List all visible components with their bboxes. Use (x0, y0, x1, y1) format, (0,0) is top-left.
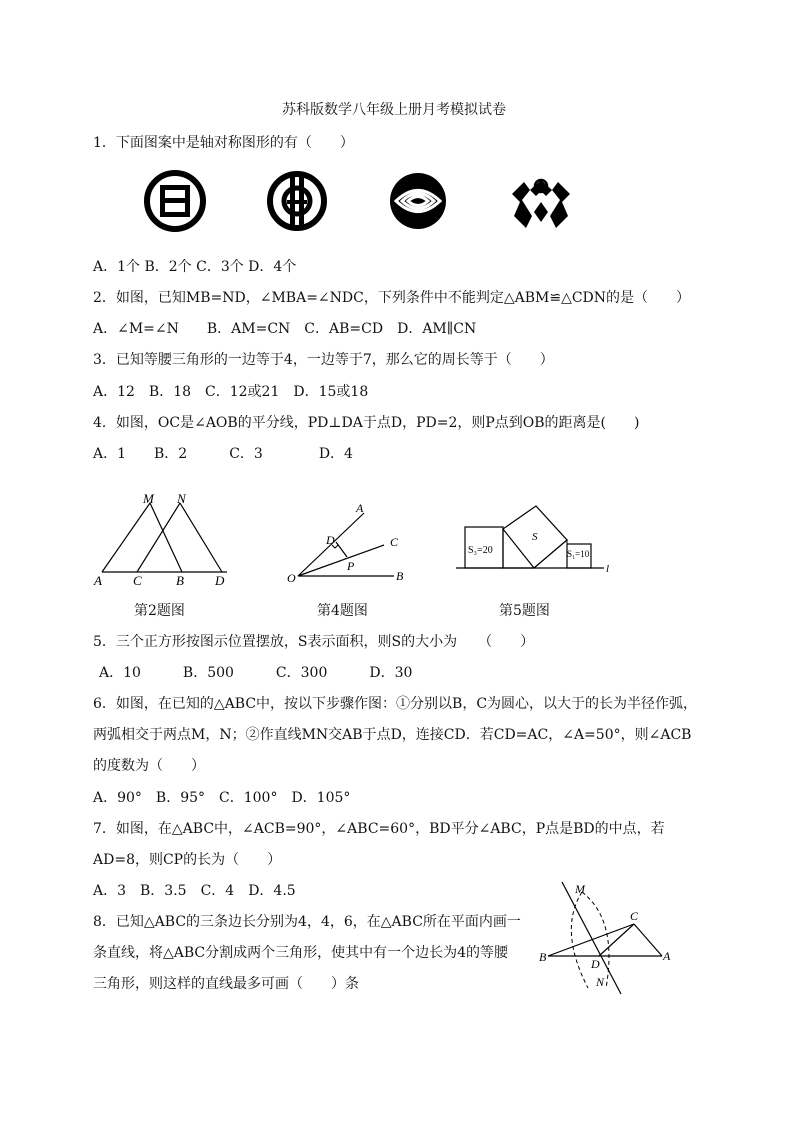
fig4-label-c: C (390, 535, 399, 549)
fig2-label-d: D (215, 573, 225, 588)
q5-stem: 5．三个正方形按图示位置摆放，S表示面积，则S的大小为 （ ） (93, 634, 535, 650)
q7-options: A．3 B．3.5 C．4 D．4.5 (93, 883, 296, 899)
fig6-label-n: N (596, 975, 605, 989)
fig2-label-m: M (143, 491, 154, 506)
logo-bank-1 (143, 170, 207, 232)
fig4-label-p: P (347, 559, 355, 573)
fig5-label-s3: S₃=20 (468, 545, 493, 556)
fig4-label-o: O (287, 571, 296, 585)
fig4-caption: 第4题图 (317, 603, 368, 619)
q7-line2: AD=8，则CP的长为（ ） (93, 852, 282, 868)
logo-bank-3 (508, 172, 574, 230)
fig6-label-d: D (591, 957, 600, 971)
q8-line1: 8．已知△ABC的三条边长分别为4，4，6，在△ABC所在平面内画一 (93, 914, 521, 930)
q5-options: A．10 B．500 C．300 D．30 (99, 665, 413, 681)
fig4-label-b: B (396, 569, 404, 583)
fig5-label-l: l (606, 563, 610, 575)
logo-bank-2 (265, 170, 329, 232)
fig2-label-b: B (176, 573, 184, 588)
q6-line1: 6．如图，在已知的△ABC中，按以下步骤作图：①分别以B，C为圆心，以大于的长为半径作弧， (93, 696, 698, 712)
q1-stem: 1．下面图案中是轴对称图形的有（ ） (93, 135, 354, 151)
q2-options: A．∠M=∠N B．AM=CN C．AB=CD D．AM∥CN (93, 321, 477, 337)
fig6-label-a: A (663, 949, 671, 963)
q8-line3: 三角形，则这样的直线最多可画（ ）条 (93, 976, 359, 992)
fig2-label-a: A (94, 573, 102, 588)
page-title: 苏科版数学八年级上册月考模拟试卷 (282, 102, 506, 118)
figure-4 (284, 500, 414, 590)
figure-6 (536, 880, 686, 1000)
fig5-label-s1: S₁=10 (567, 549, 590, 559)
fig2-label-n: N (177, 491, 186, 506)
q6-line2: 两弧相交于两点M，N；②作直线MN交AB于点D，连接CD．若CD=AC，∠A=50°，则∠ACB (93, 727, 692, 743)
q6-options: A．90° B．95° C．100° D．105° (93, 790, 351, 806)
q6-line3: 的度数为（ ） (93, 758, 205, 774)
fig6-label-m: M (575, 882, 585, 896)
q8-line2: 条直线，将△ABC分割成两个三角形，使其中有一个边长为4的等腰 (93, 945, 509, 961)
fig5-caption: 第5题图 (499, 603, 550, 619)
fig6-label-b: B (539, 950, 547, 964)
figure-2 (92, 488, 242, 588)
fig4-label-d: D (326, 533, 335, 547)
q4-options: A．1 B．2 C．3 D．4 (93, 446, 353, 462)
fig2-label-c: C (133, 573, 142, 588)
fig2-caption: 第2题图 (134, 603, 185, 619)
logo-mobile (386, 170, 450, 232)
q4-stem: 4．如图，OC是∠AOB的平分线，PD⊥DA于点D，PD=2，则P点到OB的距离是( ) (93, 415, 640, 431)
figure-5 (454, 494, 614, 574)
fig6-label-c: C (630, 909, 639, 923)
fig4-label-a: A (356, 501, 364, 515)
fig5-label-s: S (532, 531, 538, 543)
q3-stem: 3．已知等腰三角形的一边等于4，一边等于7，那么它的周长等于（ ） (93, 352, 554, 368)
q1-options: A．1个 B．2个 C．3个 D．4个 (93, 259, 297, 275)
q7-line1: 7．如图，在△ABC中，∠ACB=90°，∠ABC=60°，BD平分∠ABC，P点是BD的中点，若 (93, 821, 665, 837)
q3-options: A．12 B．18 C．12或21 D．15或18 (93, 384, 369, 400)
q2-stem: 2．如图，已知MB=ND，∠MBA=∠NDC，下列条件中不能判定△ABM≌△CDN的是（ ） (93, 290, 691, 306)
